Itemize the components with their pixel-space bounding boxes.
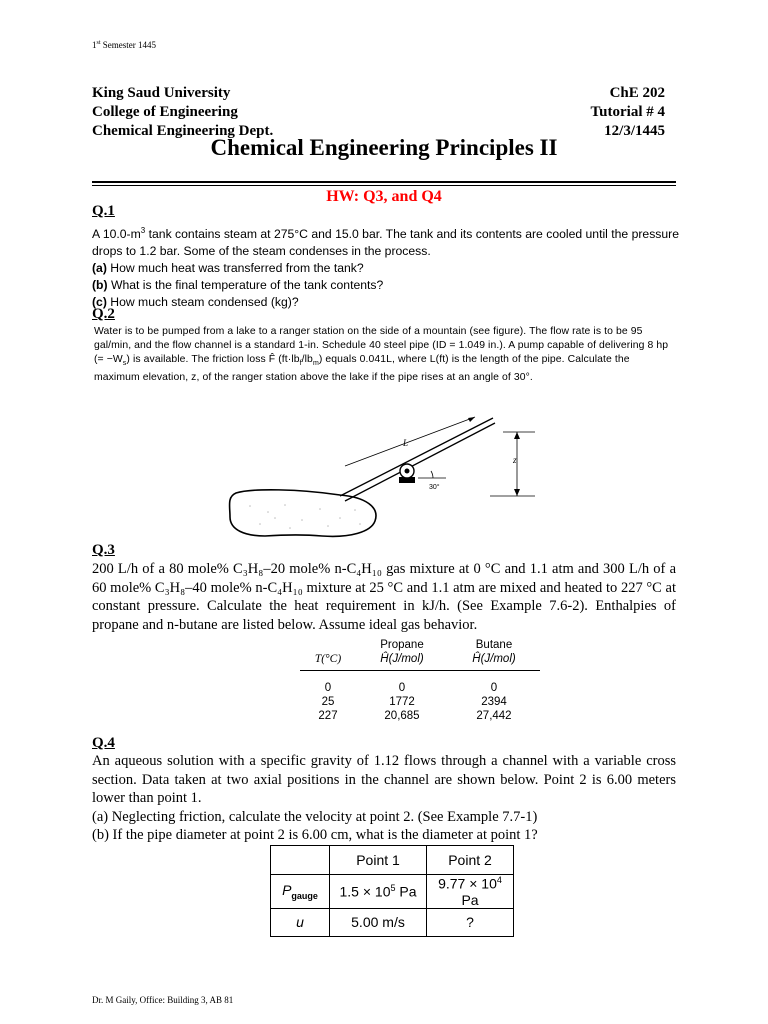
semester-label: 1st Semester 1445 xyxy=(92,40,157,50)
page-title: Chemical Engineering Principles II xyxy=(210,135,558,160)
table-row: 25 1772 2394 xyxy=(321,696,507,708)
table-row xyxy=(271,846,514,875)
pressure-point-2: $9.77 \times 10^4$ Pa xyxy=(427,875,514,909)
q4-text xyxy=(92,752,676,845)
col-butane: Butane Ĥ(J/mol) xyxy=(448,638,540,671)
lake-stipple xyxy=(249,504,361,529)
q2-text: Water is to be pumped from a lake to a ranger station on the side of a mountain (see figure). The flow rate is to be 95 gal/min, and the flow channel is a standard 1-in. Schedule 40 steel pipe (ID = 1.049 in.). A pump capable of delivering 8 hp (= $-W_s$) is available. The friction loss F̂ $(ft\cdot lb_f/lb_m)$ equals 0.041L, where L(ft) is the length of the pipe. Calculate the maximum elevation, z, of the ranger station above the lake if the pipe rises at an angle of 30°. xyxy=(94,326,669,384)
q4-heading: Q.4 xyxy=(92,735,115,751)
divider-thin xyxy=(92,185,676,186)
label-L: L xyxy=(403,438,409,448)
date: 12/3/1445 xyxy=(604,123,665,139)
q1-part-c: (c) How much steam condensed (kg)? xyxy=(92,295,299,310)
dimension-L xyxy=(345,417,475,466)
col-temperature: T(°C) xyxy=(300,638,356,671)
q2-pipe-figure xyxy=(150,410,550,545)
q4-part-a: (a) Neglecting friction, calculate the velocity at point 2. (See Example 7.7-1) xyxy=(92,808,538,825)
table-row xyxy=(271,875,514,909)
col-propane: Propane Ĥ(J/mol) xyxy=(356,638,448,671)
label-z: z xyxy=(513,455,517,465)
pump-icon xyxy=(399,464,415,483)
q4-part-b: (b) If the pipe diameter at point 2 is 6.00 cm, what is the diameter at point 1? xyxy=(92,827,538,843)
header-point-2: Point 2 xyxy=(427,846,514,875)
college-name: College of Engineering xyxy=(92,104,238,120)
velocity-point-2: ? xyxy=(427,908,514,936)
q1-stem: A $10.0-m^3$ tank contains steam at 275°C and 15.0 bar. The tank and its contents are cooled until the pressure drops to 1.2 bar. Some of the steam condenses in the process. xyxy=(92,226,680,259)
university-name: King Saud University xyxy=(92,85,231,101)
q3-heading: Q.3 xyxy=(92,542,115,558)
pipe-upper xyxy=(340,418,493,496)
label-angle: 30° xyxy=(429,484,440,491)
footer-text: Dr. M Gaily, Office: Building 3, AB 81 xyxy=(92,995,234,1005)
pressure-symbol: $P_{gauge}$ xyxy=(271,875,330,909)
q3-enthalpy-table xyxy=(300,638,540,725)
tutorial-number: Tutorial # 4 xyxy=(590,104,665,120)
velocity-symbol: u xyxy=(271,908,330,936)
header-right xyxy=(560,84,665,141)
q1-heading: Q.1 xyxy=(92,203,115,219)
header-point-1: Point 1 xyxy=(330,846,427,875)
header-left xyxy=(92,84,273,141)
table-row: 227 20,685 27,442 xyxy=(318,710,512,722)
q4-data-table xyxy=(270,845,514,937)
divider-thick xyxy=(92,181,676,183)
q2-heading: Q.2 xyxy=(92,306,115,322)
pipe-lower xyxy=(345,423,495,501)
q1-part-a: (a) How much heat was transferred from the tank? xyxy=(92,261,364,276)
pressure-point-1: $1.5 \times 10^5$ Pa xyxy=(330,875,427,909)
velocity-point-1: 5.00 m/s xyxy=(330,908,427,936)
table-row xyxy=(271,908,514,936)
q1-text xyxy=(92,222,682,311)
homework-note: HW: Q3, and Q4 xyxy=(326,188,442,205)
course-code: ChE 202 xyxy=(609,85,665,101)
q4-stem: An aqueous solution with a specific gravity of 1.12 flows through a channel with a variable cross section. Data taken at two axial positions in the channel are shown below. Point 2 is 6.00 meters lower than point 1. xyxy=(92,753,676,806)
department-name: Chemical Engineering Dept. xyxy=(92,123,274,139)
table-row: 0 0 0 xyxy=(324,682,498,694)
q3-text: 200 L/h of a 80 mole% C₃H₈–20 mole% n-C₄H₁₀ gas mixture at 0 °C and 1.1 atm and 300 L/h of a 60 mole% C₃H₈–40 mole% n-C₄H₁₀ mixture at 25 °C and 1.1 atm are mixed and heated to 227 °C at constant pressure. Calculate the heat requirement in kJ/h. (See Example 7.6-2). Enthalpies of propane and n-butane are listed below. Assume ideal gas behavior. xyxy=(92,561,676,633)
q1-part-b: (b) What is the final temperature of the tank contents? xyxy=(92,278,384,293)
